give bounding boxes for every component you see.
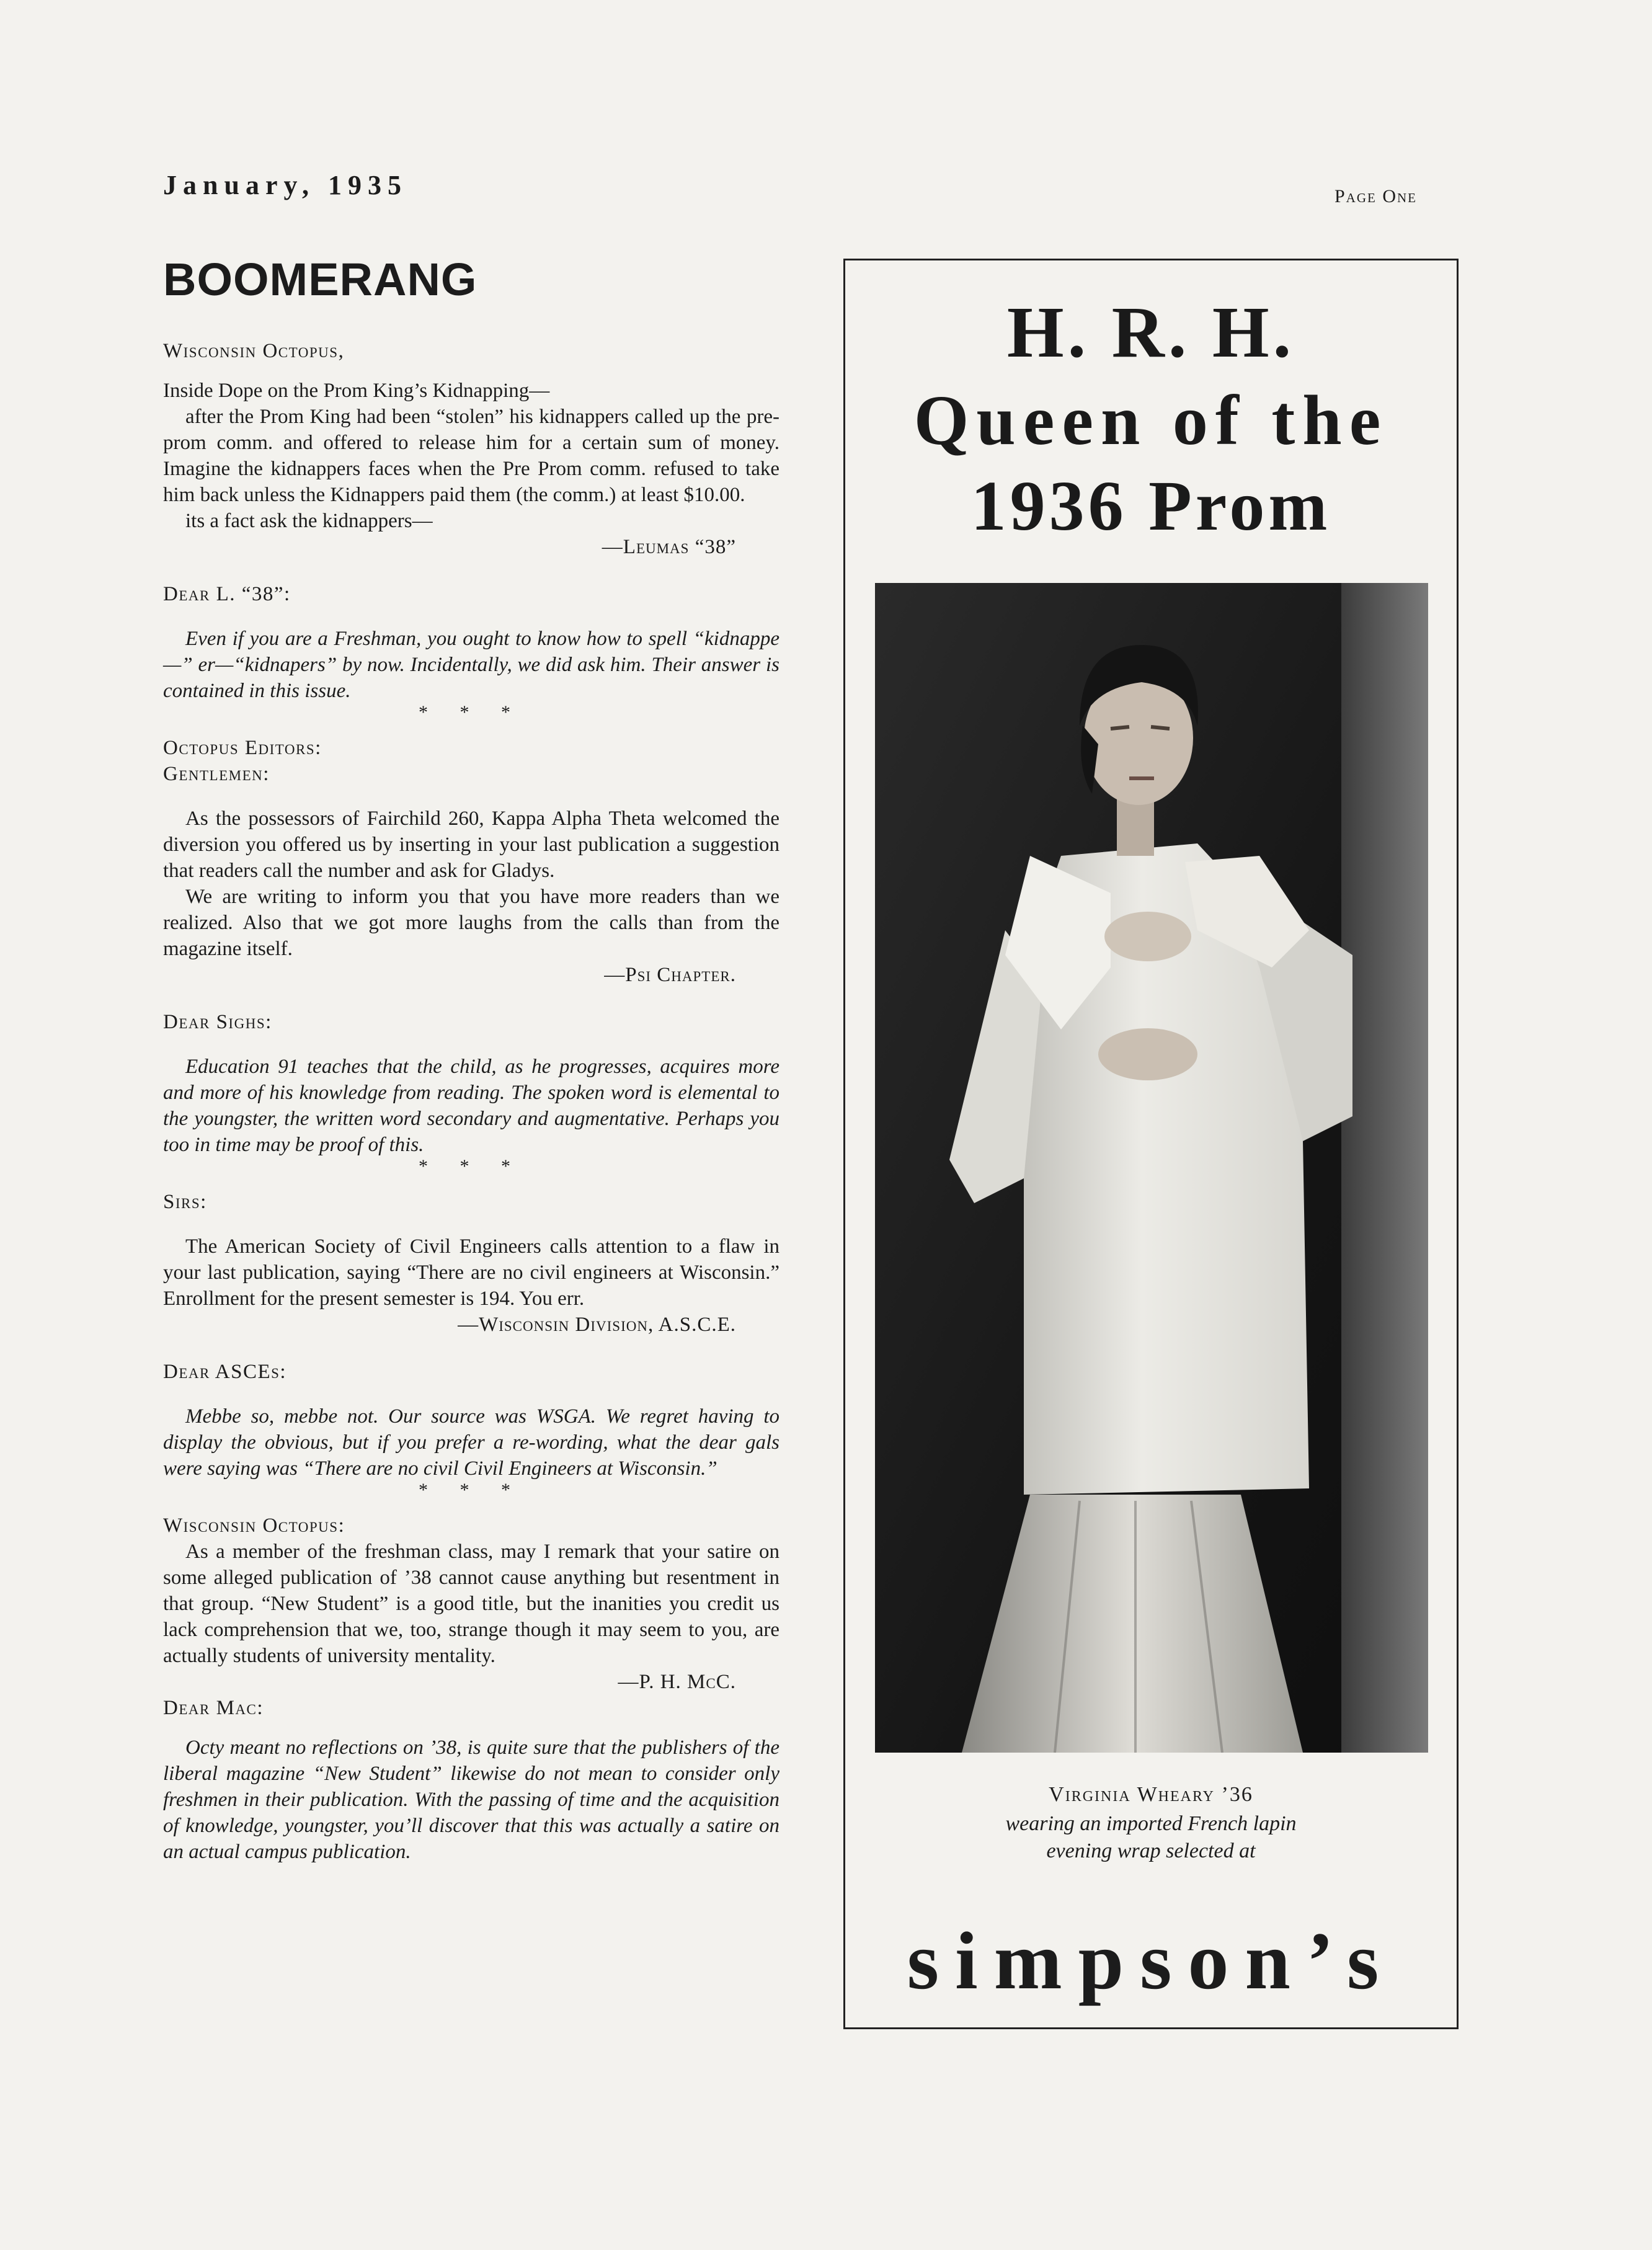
section-divider: * * *	[419, 1156, 524, 1176]
letter-1-signature: —Leumas “38”	[602, 536, 736, 558]
letter-4-text: As a member of the freshman class, may I remark that your satire on some alleged publication of ’38 cannot cause anything but resentment in that group. “New Student” is a good title, but the inanities you credit us lack comprehension that we, too, strange though it may seem to you, are actually students of university mentality.	[163, 1541, 779, 1667]
letter-2-salutation: Octopus Editors:	[163, 737, 322, 759]
portrait-photo	[875, 583, 1428, 1753]
caption-line-1: wearing an imported French lapin	[1005, 1812, 1297, 1835]
letter-2-body	[163, 806, 779, 962]
reply-4-body: Octy meant no reflections on ’38, is quite sure that the publishers of the liberal magazine “New Student” likewise do not mean to consider only freshmen in their publication. With the passing of time and the acquisition of knowledge, youngster, you’ll discover that this was actually a satire on an actual campus publication.	[163, 1736, 779, 1863]
advertisement	[843, 259, 1459, 2029]
letter-3-text: The American Society of Civil Engineers calls attention to a flaw in your last publication, saying “There are no civil engineers at Wisconsin.” Enrollment for the present semester is 194. You err.	[163, 1235, 779, 1310]
letter-4-salutation: Wisconsin Octopus:	[163, 1514, 345, 1537]
ad-headline-2: Queen of the	[913, 381, 1388, 460]
letter-4-signature: —P. H. McC.	[618, 1671, 736, 1693]
reply-2-body: Education 91 teaches that the child, as he progresses, acquires more and more of his knowledge from reading. The spoken word is elemental to the youngster, the written word secondary and augmentative. Perhaps you too in time may be proof of this.	[163, 1056, 779, 1156]
letter-1-text: after the Prom King had been “stolen” his kidnappers called up the pre-prom comm. and offered to release him for a certain sum of money. Imagine the kidnappers faces when the Pre Prom comm. refused to take him back unless the Kidnappers paid them (the comm.) at least $10.00.	[163, 406, 779, 506]
letters-column	[163, 253, 779, 1865]
letter-3-signature: —Wisconsin Division, A.S.C.E.	[458, 1314, 736, 1336]
reply-1-body: Even if you are a Freshman, you ought to know how to spell “kidnappe—” er—“kidnapers” by now. Incidentally, we did ask him. Their answer is contained in this issue.	[163, 628, 779, 702]
letter-1-body	[163, 378, 779, 534]
store-name: simpson’s	[907, 1915, 1395, 2006]
issue-date: January, 1935	[163, 170, 408, 200]
reply-2-salutation: Dear Sighs:	[163, 1011, 272, 1033]
letter-2-signature: —Psi Chapter.	[604, 964, 736, 986]
letter-4-body	[163, 1539, 779, 1669]
ad-headline-3: 1936 Prom	[970, 466, 1331, 545]
column-title: BOOMERANG	[163, 254, 477, 305]
letter-2-paragraph-1: As the possessors of Fairchild 260, Kappa Alpha Theta welcomed the diversion you offered us by inserting in your last publication a suggestion that readers call the number and ask for Gladys.	[163, 807, 779, 882]
reply-3-body: Mebbe so, mebbe not. Our source was WSGA. We regret having to display the obvious, but if you prefer a re-wording, what the dear gals were saying was “There are no civil Civil Engineers at Wisconsin.”	[163, 1405, 779, 1480]
portrait-illustration	[875, 583, 1428, 1753]
ad-headline-1: H. R. H.	[1006, 291, 1295, 373]
letter-3-body	[163, 1234, 779, 1312]
letter-3-salutation: Sirs:	[163, 1191, 207, 1213]
letter-2-paragraph-2: We are writing to inform you that you have more readers than we realized. Also that we got more laughs from the calls than from the magazine itself.	[163, 886, 779, 960]
section-divider: * * *	[419, 702, 524, 723]
reply-1-salutation: Dear L. “38”:	[163, 583, 291, 605]
letter-2-greeting: Gentlemen:	[163, 763, 270, 785]
page-number: Page One	[1334, 186, 1418, 207]
letter-1-text-2: its a fact ask the kidnappers—	[185, 510, 433, 532]
caption-name: Virginia Wheary ’36	[1049, 1783, 1253, 1806]
reply-4-salutation: Dear Mac:	[163, 1697, 264, 1719]
reply-3-salutation: Dear ASCEs:	[163, 1361, 287, 1383]
letter-1-salutation: Wisconsin Octopus,	[163, 340, 345, 362]
section-divider: * * *	[419, 1480, 524, 1500]
caption-line-2: evening wrap selected at	[1046, 1839, 1256, 1862]
letter-1-headline: Inside Dope on the Prom King’s Kidnapping—	[163, 380, 550, 402]
